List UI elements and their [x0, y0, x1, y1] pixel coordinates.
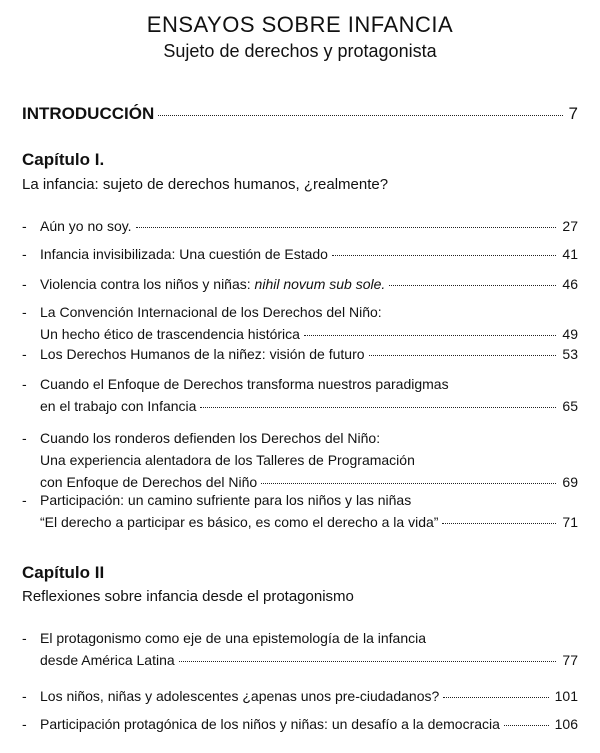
toc-entry-line: [22, 376, 578, 398]
chapter-2-heading: Capítulo II: [22, 563, 105, 582]
toc-entry-page: 106: [554, 716, 578, 732]
toc-entry: [22, 688, 578, 710]
toc-entry-line: [22, 514, 578, 536]
toc-entry-text: Aún yo no soy.: [40, 218, 132, 234]
toc-entry: [22, 430, 578, 496]
toc-entry-line: [22, 326, 578, 348]
toc-entry-page: 46: [562, 276, 578, 292]
toc-entry-page: 27: [562, 218, 578, 234]
toc-entry: [22, 492, 578, 536]
bullet-dash: -: [22, 304, 27, 320]
toc-entry-line: [22, 304, 578, 326]
toc-entry-line: [22, 398, 578, 420]
toc-entry-line: [22, 276, 578, 298]
toc-entry-line: [22, 246, 578, 268]
toc-entry-line: [22, 630, 578, 652]
toc-entry-text: Infancia invisibilizada: Una cuestión de Estado: [40, 246, 328, 262]
dot-leader: [179, 661, 557, 662]
bullet-dash: -: [22, 716, 27, 732]
bullet-dash: -: [22, 218, 27, 234]
toc-entry-text: El protagonismo como eje de una epistemología de la infancia: [40, 630, 427, 646]
dot-leader: [304, 335, 556, 336]
toc-entry: [22, 246, 578, 268]
toc-entry-page: 101: [554, 688, 578, 704]
toc-entry: [22, 716, 578, 738]
toc-entry: [22, 276, 578, 298]
dot-leader: [158, 115, 562, 116]
bullet-dash: -: [22, 246, 27, 262]
toc-entry: [22, 346, 578, 368]
bullet-dash: -: [22, 630, 27, 646]
toc-entry-italic-text: nihil novum sub sole.: [254, 276, 386, 292]
bullet-dash: -: [22, 346, 27, 362]
toc-entry: [22, 304, 578, 348]
toc-entry: [22, 376, 578, 420]
dot-leader: [261, 483, 556, 484]
toc-entry-line: [22, 716, 578, 738]
chapter-1-heading: Capítulo I.: [22, 150, 105, 169]
toc-entry-text: Violencia contra los niños y niñas: nihil novum sub sole.: [40, 276, 386, 292]
toc-entry-text: Cuando los ronderos defienden los Derechos del Niño:: [40, 430, 381, 446]
toc-entry-text: Los Derechos Humanos de la niñez: visión de futuro: [40, 346, 365, 362]
bullet-dash: -: [22, 688, 27, 704]
toc-entry-line: [22, 430, 578, 452]
chapter-2-subtitle: Reflexiones sobre infancia desde el protagonismo: [22, 588, 354, 605]
dot-leader: [369, 355, 557, 356]
toc-entry-text: en el trabajo con Infancia: [40, 398, 197, 414]
toc-entry-text: “El derecho a participar es básico, es como el derecho a la vida”: [40, 514, 439, 530]
toc-entry-line: [22, 452, 578, 474]
dot-leader: [442, 523, 556, 524]
page-title: ENSAYOS SOBRE INFANCIA: [146, 12, 454, 37]
dot-leader: [200, 407, 556, 408]
toc-entry-page: 77: [562, 652, 578, 668]
toc-entry-line: [22, 218, 578, 240]
toc-entry-page: 65: [562, 398, 578, 414]
toc-entry: [22, 630, 578, 674]
toc-entry-page: 53: [562, 346, 578, 362]
chapter-1-subtitle: La infancia: sujeto de derechos humanos, ¿realmente?: [22, 176, 389, 193]
toc-entry-text: Un hecho ético de trascendencia histórica: [40, 326, 300, 342]
toc-entry-page: 41: [562, 246, 578, 262]
toc-entry-text: Cuando el Enfoque de Derechos transforma nuestros paradigmas: [40, 376, 449, 392]
toc-entry-line: [22, 492, 578, 514]
toc-entry-line: [22, 688, 578, 710]
dot-leader: [389, 285, 556, 286]
toc-entry-text: desde América Latina: [40, 652, 175, 668]
bullet-dash: -: [22, 276, 27, 292]
toc-entry-text: con Enfoque de Derechos del Niño: [40, 474, 258, 490]
toc-entry-text: Los niños, niñas y adolescentes ¿apenas unos pre-ciudadanos?: [40, 688, 440, 704]
toc-entry-text: Participación protagónica de los niños y niñas: un desafío a la democracia: [40, 716, 500, 732]
toc-entry-text: Participación: un camino sufriente para los niños y las niñas: [40, 492, 412, 508]
toc-entry-line: [22, 346, 578, 368]
toc-entry-page: 49: [562, 326, 578, 342]
toc-entry-line: [22, 652, 578, 674]
toc-entry-page: 71: [562, 514, 578, 530]
intro-label: INTRODUCCIÓN: [22, 104, 155, 123]
dot-leader: [443, 697, 548, 698]
bullet-dash: -: [22, 430, 27, 446]
toc-entry-text: La Convención Internacional de los Derechos del Niño:: [40, 304, 382, 320]
toc-entry: [22, 218, 578, 240]
bullet-dash: -: [22, 376, 27, 392]
dot-leader: [504, 725, 549, 726]
bullet-dash: -: [22, 492, 27, 508]
toc-entry-introduccion: [22, 104, 578, 124]
page-subtitle: Sujeto de derechos y protagonista: [163, 41, 437, 61]
intro-page: 7: [568, 104, 578, 123]
dot-leader: [136, 227, 557, 228]
toc-entry-page: 69: [562, 474, 578, 490]
toc-entry-text: Una experiencia alentadora de los Talleres de Programación: [40, 452, 415, 468]
dot-leader: [332, 255, 556, 256]
